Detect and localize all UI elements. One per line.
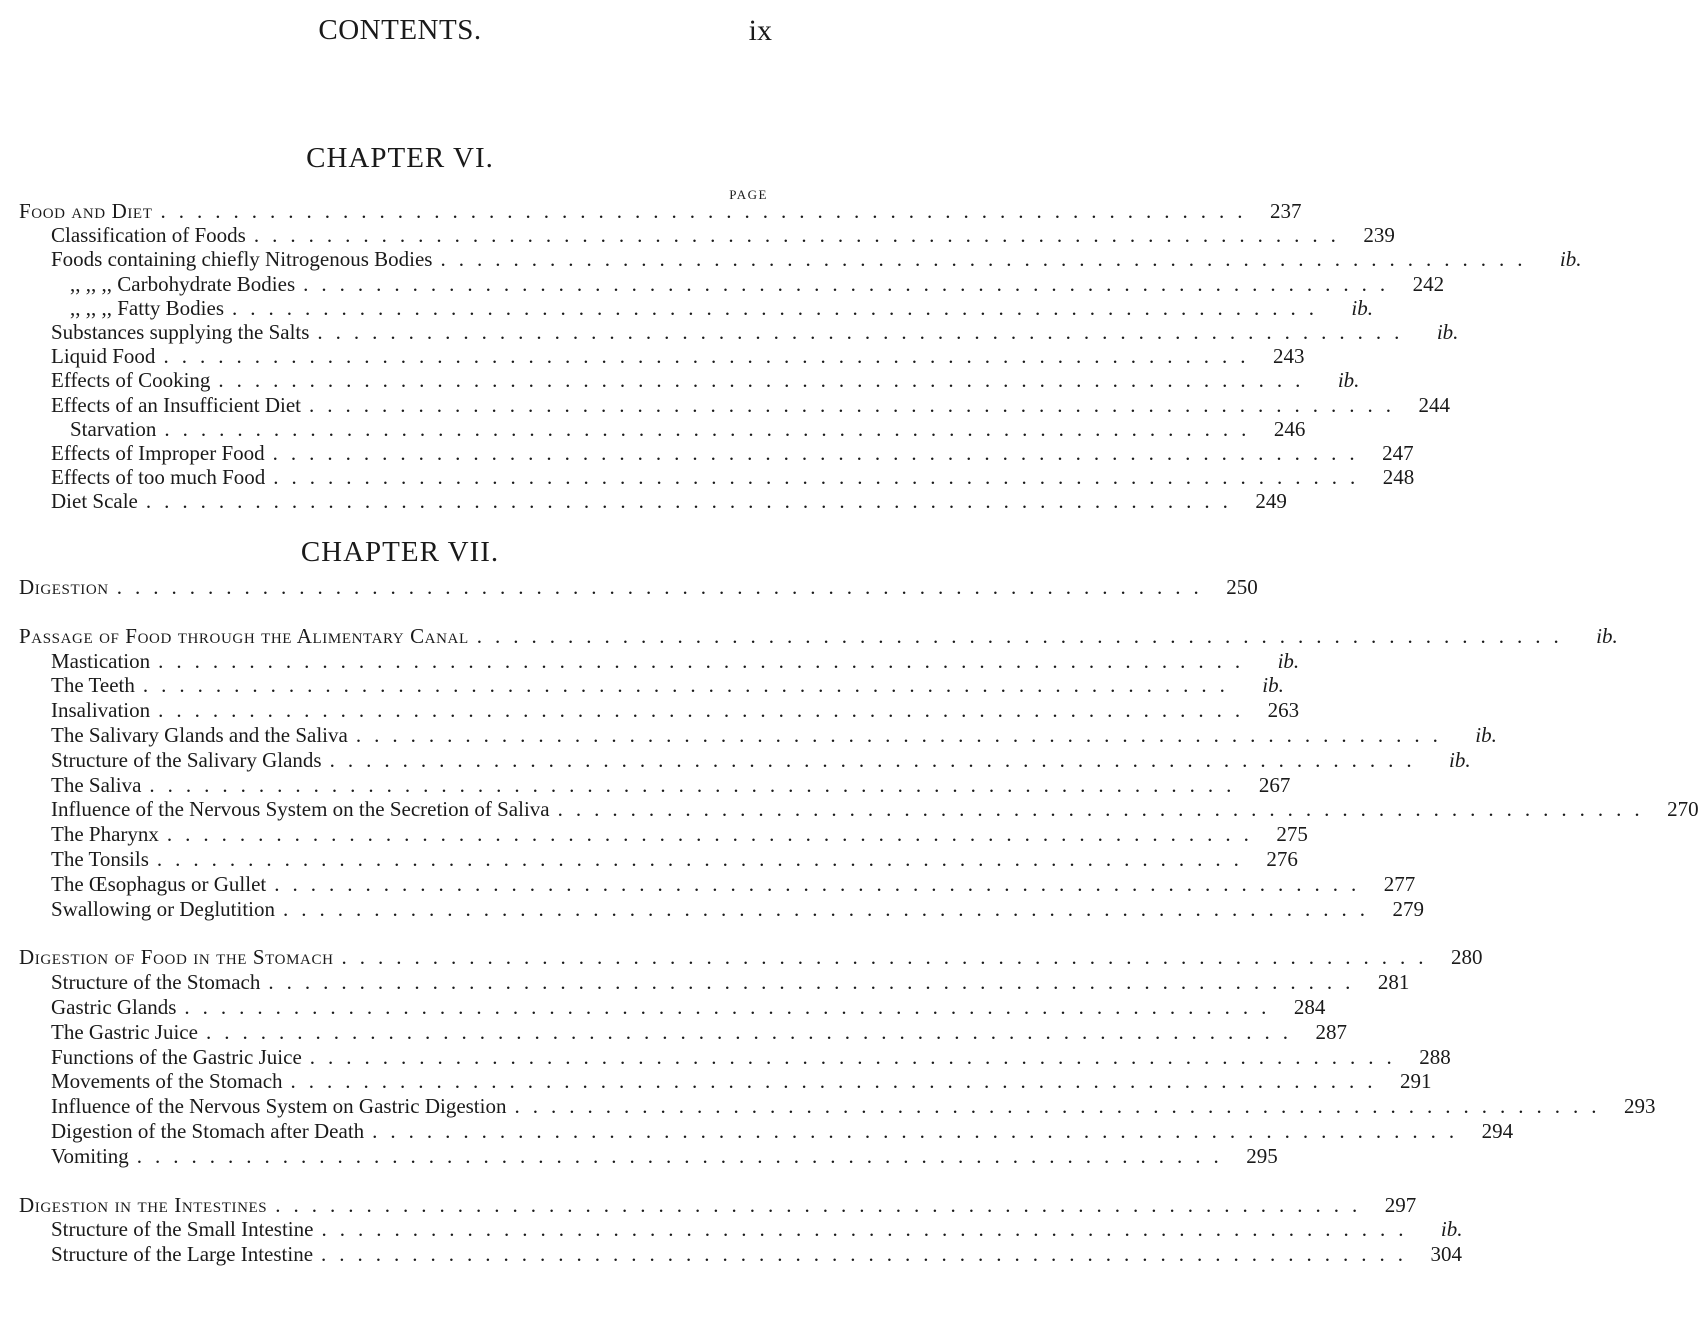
dot-leader: ............................................................ [253, 223, 1349, 248]
toc-entry-title: Digestion of Food in the Stomach [19, 945, 334, 970]
dot-leader: ............................................................ [163, 344, 1259, 369]
toc-entry [51, 1068, 1432, 1094]
dot-leader: ............................................................ [164, 416, 1260, 441]
toc-entry [51, 1044, 1451, 1070]
toc-entry [51, 1143, 1278, 1169]
dot-leader: ............................................................ [317, 320, 1413, 344]
toc-entry [51, 697, 1300, 723]
toc-section-entry [19, 198, 1302, 224]
toc-entry-title: Effects of an Insufficient Diet [51, 392, 301, 417]
toc-entry-title: Influence of the Nervous System on the Secretion of Saliva [51, 797, 550, 822]
toc-entry [51, 1093, 1656, 1119]
dot-leader: ............................................................ [309, 1044, 1405, 1069]
toc-entry-title: The Tonsils [51, 847, 149, 871]
dot-leader: ............................................................ [341, 945, 1437, 970]
dot-leader: ............................................................ [329, 747, 1425, 772]
toc-entry-title: Digestion [19, 575, 109, 599]
toc-entry-page: ib. [1436, 320, 1459, 344]
toc-entry [51, 994, 1326, 1020]
toc-entry-title: The Salivary Glands and the Saliva [51, 723, 348, 747]
toc-entry-title: Structure of the Stomach [51, 970, 261, 995]
toc-entry-title: Structure of the Small Intestine [51, 1217, 314, 1242]
dot-leader: ............................................................ [272, 441, 1368, 465]
toc-entry [51, 246, 1582, 272]
dot-leader: ............................................................ [149, 772, 1245, 797]
toc-entry-page: 295 [1246, 1143, 1278, 1168]
toc-entry-page: ib. [1475, 723, 1497, 747]
toc-entry-title: Starvation [70, 416, 157, 441]
dot-leader: ............................................................ [274, 871, 1370, 896]
dot-leader: ............................................................ [268, 970, 1364, 995]
toc-entry-page: 287 [1315, 1019, 1347, 1044]
toc-entry [51, 319, 1459, 345]
toc-entry-title: Effects of too much Food [51, 465, 266, 490]
toc-entry-title: Structure of the Large Intestine [51, 1242, 314, 1267]
toc-entry-title: ,, ,, ,, Carbohydrate Bodies [70, 271, 296, 296]
toc-entry-title: Insalivation [51, 698, 151, 723]
dot-leader: ............................................................ [232, 295, 1328, 320]
dot-leader: ............................................................ [145, 489, 1241, 514]
toc-entry-title: Swallowing or Deglutition [51, 896, 275, 921]
toc-entry [51, 871, 1416, 897]
toc-entry [51, 648, 1300, 674]
dot-leader: ............................................................ [308, 392, 1404, 417]
toc-entry-page: 249 [1255, 489, 1287, 514]
dot-leader: ............................................................ [160, 199, 1256, 223]
toc-entry-page: 242 [1412, 271, 1445, 296]
toc-entry-title: Food and Diet [19, 199, 153, 223]
dot-leader: ............................................................ [290, 1069, 1386, 1094]
dot-leader: ............................................................ [303, 271, 1399, 296]
toc-entry-page: ib. [1337, 368, 1360, 393]
toc-entry [70, 295, 1374, 321]
toc-entry [51, 343, 1305, 369]
toc-entry [51, 969, 1410, 995]
toc-entry-page: 276 [1266, 847, 1298, 871]
toc-entry-page: 297 [1384, 1192, 1417, 1217]
toc-entry [70, 271, 1445, 297]
toc-entry-page: 279 [1392, 896, 1424, 921]
dot-leader: ............................................................ [205, 1019, 1301, 1044]
dot-leader: ............................................................ [321, 1217, 1417, 1242]
toc-entry-page: 281 [1377, 970, 1410, 995]
toc-entry-title: Vomiting [51, 1143, 129, 1168]
toc-entry-page: 304 [1430, 1242, 1463, 1267]
dot-leader: ............................................................ [142, 673, 1238, 698]
dot-leader: ............................................................ [557, 797, 1653, 822]
dot-leader: ............................................................ [440, 247, 1536, 272]
dot-leader: ............................................................ [166, 822, 1262, 847]
toc-entry [51, 488, 1287, 514]
toc-entry-title: Functions of the Gastric Juice [51, 1044, 302, 1069]
toc-entry-page: ib. [1277, 648, 1300, 673]
toc-entry-title: Movements of the Stomach [51, 1069, 283, 1094]
toc-entry-page: 291 [1400, 1069, 1432, 1094]
toc-entry-title: The Pharynx [51, 822, 159, 847]
toc-entry-page: ib. [1449, 747, 1471, 772]
toc-entry-title: Effects of Cooking [51, 368, 211, 393]
toc-entry [51, 821, 1308, 847]
dot-leader: ............................................................ [184, 995, 1280, 1019]
toc-section-entry [19, 623, 1618, 649]
toc-entry-page: 284 [1293, 995, 1326, 1019]
toc-entry-title: Gastric Glands [51, 995, 177, 1019]
toc-entry-page: 246 [1273, 416, 1306, 441]
toc-entry-page: 244 [1418, 392, 1450, 417]
toc-entry-page: ib. [1596, 623, 1618, 648]
dot-leader: ............................................................ [273, 465, 1369, 490]
toc-section-entry [19, 944, 1483, 970]
dot-leader: ............................................................ [158, 698, 1254, 723]
toc-entry-title: The Gastric Juice [51, 1019, 198, 1044]
toc-entry [51, 747, 1471, 773]
running-head [0, 14, 800, 58]
toc-entry-page: 277 [1383, 871, 1416, 896]
toc-entry-title: The Teeth [51, 673, 135, 698]
page-number: ix [748, 14, 772, 47]
toc-entry [51, 367, 1360, 393]
dot-leader: ............................................................ [355, 723, 1451, 747]
toc-entry-page: 270 [1667, 797, 1699, 822]
toc-entry-title: Structure of the Salivary Glands [51, 747, 322, 772]
toc-entry-title: Passage of Food through the Alimentary Canal [19, 623, 469, 648]
toc-entry-page: 239 [1363, 223, 1395, 248]
toc-entry-page: 237 [1269, 199, 1302, 223]
toc-section-entry [19, 574, 1258, 600]
dot-leader: ............................................................ [372, 1119, 1468, 1143]
toc-entry-title: The Œsophagus or Gullet [51, 871, 267, 896]
toc-entry [51, 1019, 1347, 1045]
toc-entry-title: Diet Scale [51, 489, 138, 514]
toc-entry [51, 1241, 1463, 1267]
toc-entry-page: ib. [1559, 247, 1582, 272]
page-column-label: PAGE [729, 187, 768, 202]
toc-entry-title: Digestion in the Intestines [19, 1192, 268, 1217]
dot-leader: ............................................................ [218, 368, 1314, 393]
toc-entry-title: ,, ,, ,, Fatty Bodies [70, 295, 225, 320]
chapter-heading-vi: CHAPTER VI. [306, 142, 494, 174]
toc-entry-page: ib. [1351, 295, 1374, 320]
dot-leader: ............................................................ [136, 1143, 1232, 1168]
toc-entry-page: 280 [1451, 945, 1483, 970]
toc-entry [51, 896, 1424, 922]
toc-entry-page: 293 [1623, 1094, 1656, 1119]
toc-entry-page: 267 [1258, 772, 1291, 797]
toc-entry-title: Liquid Food [51, 344, 156, 369]
toc-entry [70, 416, 1306, 442]
toc-entry [51, 392, 1450, 418]
toc-entry-title: Effects of Improper Food [51, 441, 265, 465]
toc-entry-title: Classification of Foods [51, 223, 246, 248]
toc-entry [51, 772, 1291, 798]
toc-entry-page: 294 [1481, 1119, 1514, 1143]
toc-entry [51, 1216, 1463, 1242]
running-title: CONTENTS. [318, 14, 482, 46]
toc-entry-title: Influence of the Nervous System on Gastric Digestion [51, 1094, 507, 1119]
toc-entry-title: Mastication [51, 648, 151, 673]
chapter-heading-vii: CHAPTER VII. [300, 536, 500, 568]
toc-entry-title: Foods containing chiefly Nitrogenous Bodies [51, 247, 433, 272]
toc-entry-title: Substances supplying the Salts [51, 320, 310, 344]
toc-entry [51, 440, 1414, 466]
toc-entry-page: 247 [1382, 441, 1414, 465]
toc-entry-page: ib. [1262, 673, 1284, 698]
dot-leader: ............................................................ [158, 648, 1254, 673]
toc-section-entry [19, 1192, 1417, 1218]
dot-leader: ............................................................ [275, 1192, 1371, 1217]
toc-entry-page: 288 [1419, 1044, 1451, 1069]
toc-entry [51, 672, 1284, 698]
toc-entry-page: 243 [1272, 344, 1305, 369]
toc-entry-page: 250 [1226, 575, 1258, 599]
dot-leader: ............................................................ [514, 1094, 1610, 1119]
toc-entry [51, 722, 1497, 748]
toc-entry-title: The Saliva [51, 772, 142, 797]
dot-leader: ............................................................ [321, 1242, 1417, 1267]
dot-leader: ............................................................ [156, 847, 1252, 871]
toc-entry [51, 222, 1395, 248]
dot-leader: ............................................................ [116, 575, 1212, 599]
toc-entry [51, 796, 1699, 822]
toc-entry-page: 275 [1276, 822, 1308, 847]
dot-leader: ............................................................ [283, 896, 1378, 921]
toc-entry [51, 1118, 1514, 1144]
toc-entry-page: ib. [1440, 1217, 1463, 1242]
toc-entry-page: 263 [1267, 698, 1300, 723]
toc-entry-title: Digestion of the Stomach after Death [51, 1119, 365, 1143]
toc-entry-page: 248 [1382, 465, 1415, 490]
toc-entry [51, 846, 1298, 872]
toc-entry [51, 464, 1415, 490]
dot-leader: ............................................................ [476, 623, 1572, 648]
